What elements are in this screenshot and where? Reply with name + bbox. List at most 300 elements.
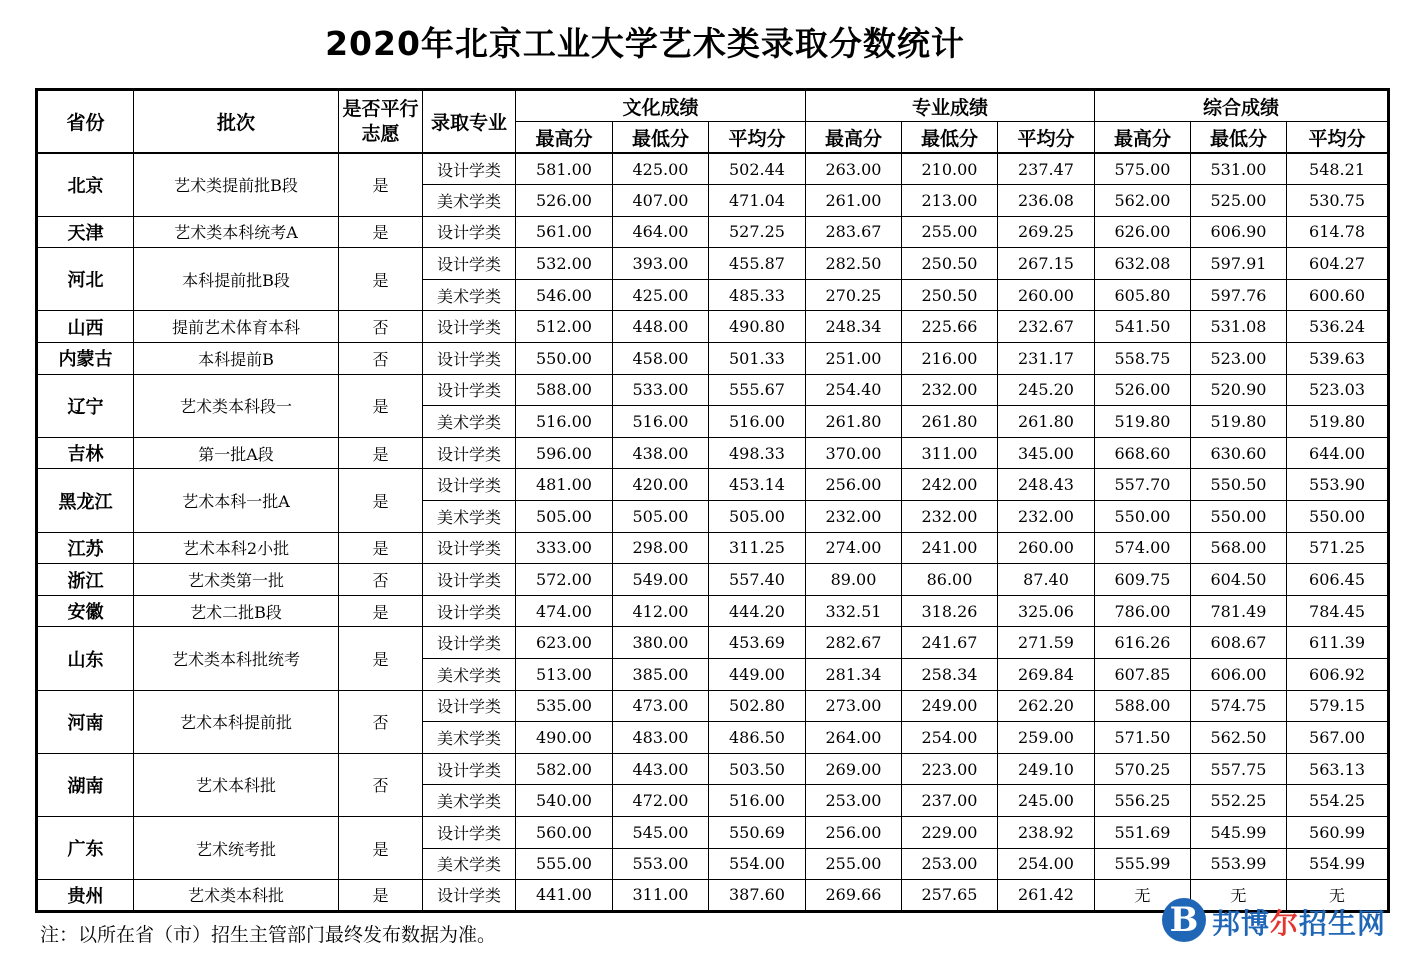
score-cell: 89.00 [806,564,902,596]
table-row [37,690,1389,722]
score-cell: 554.99 [1287,848,1389,880]
score-cell: 616.26 [1095,627,1191,659]
score-cell: 596.00 [516,437,613,469]
score-cell: 213.00 [902,185,998,217]
score-cell: 261.80 [998,406,1095,438]
score-cell: 630.60 [1191,437,1287,469]
score-cell: 254.00 [902,722,998,754]
score-cell: 555.00 [516,848,613,880]
score-cell: 604.50 [1191,564,1287,596]
table-row [37,816,1389,848]
score-cell: 567.00 [1287,722,1389,754]
score-cell: 270.25 [806,279,902,311]
score-cell: 519.80 [1287,406,1389,438]
batch-cell: 提前艺术体育本科 [134,311,339,343]
score-cell: 523.03 [1287,374,1389,406]
parallel-cell: 是 [339,627,423,690]
score-cell: 571.50 [1095,722,1191,754]
score-cell: 533.00 [613,374,709,406]
score-cell: 562.50 [1191,722,1287,754]
score-cell: 525.00 [1191,185,1287,217]
score-cell: 668.60 [1095,437,1191,469]
province-cell: 辽宁 [37,374,134,437]
major-cell: 设计学类 [423,880,516,912]
score-cell: 555.99 [1095,848,1191,880]
score-cell: 574.75 [1191,690,1287,722]
score-cell: 579.15 [1287,690,1389,722]
major-cell: 美术学类 [423,279,516,311]
parallel-cell: 是 [339,374,423,437]
batch-cell: 艺术类本科统考A [134,216,339,248]
table-row [37,374,1389,406]
score-cell: 253.00 [902,848,998,880]
score-cell: 632.08 [1095,248,1191,280]
score-cell: 259.00 [998,722,1095,754]
score-cell: 425.00 [613,279,709,311]
header-parallel: 是否平行志愿 [339,90,423,154]
score-cell: 516.00 [709,406,806,438]
score-cell: 241.67 [902,627,998,659]
major-cell: 设计学类 [423,311,516,343]
table-row [37,532,1389,564]
score-cell: 380.00 [613,627,709,659]
score-cell: 784.45 [1287,595,1389,627]
score-cell: 216.00 [902,343,998,375]
score-cell: 606.00 [1191,659,1287,691]
score-cell: 571.25 [1287,532,1389,564]
score-cell: 527.25 [709,216,806,248]
major-cell: 美术学类 [423,848,516,880]
score-cell: 387.60 [709,880,806,912]
score-cell: 531.00 [1191,153,1287,185]
score-cell: 458.00 [613,343,709,375]
header-group-composite: 综合成绩 [1095,90,1389,122]
table-row [37,216,1389,248]
score-cell: 781.49 [1191,595,1287,627]
score-cell: 588.00 [516,374,613,406]
score-cell: 448.00 [613,311,709,343]
score-cell: 438.00 [613,437,709,469]
score-cell: 425.00 [613,153,709,185]
province-cell: 贵州 [37,880,134,912]
score-cell: 255.00 [806,848,902,880]
parallel-cell: 是 [339,469,423,532]
subheader-min: 最低分 [902,122,998,154]
score-cell: 516.00 [613,406,709,438]
score-cell: 282.50 [806,248,902,280]
score-cell: 545.99 [1191,816,1287,848]
score-cell: 271.59 [998,627,1095,659]
score-cell: 549.00 [613,564,709,596]
score-cell: 245.00 [998,785,1095,817]
score-cell: 545.00 [613,816,709,848]
province-cell: 内蒙古 [37,343,134,375]
score-cell: 237.00 [902,785,998,817]
major-cell: 设计学类 [423,216,516,248]
parallel-cell: 是 [339,216,423,248]
score-cell: 472.00 [613,785,709,817]
parallel-cell: 是 [339,248,423,311]
score-cell: 282.67 [806,627,902,659]
score-cell: 无 [1095,880,1191,912]
score-cell: 250.50 [902,248,998,280]
score-cell: 485.33 [709,279,806,311]
parallel-cell: 是 [339,595,423,627]
score-cell: 605.80 [1095,279,1191,311]
table-row [37,753,1389,785]
major-cell: 设计学类 [423,816,516,848]
score-cell: 570.25 [1095,753,1191,785]
score-cell: 535.00 [516,690,613,722]
score-cell: 407.00 [613,185,709,217]
score-cell: 560.99 [1287,816,1389,848]
province-cell: 河北 [37,248,134,311]
score-cell: 582.00 [516,753,613,785]
score-cell: 231.17 [998,343,1095,375]
batch-cell: 第一批A段 [134,437,339,469]
score-cell: 241.00 [902,532,998,564]
major-cell: 设计学类 [423,153,516,185]
score-cell: 254.00 [998,848,1095,880]
province-cell: 江苏 [37,532,134,564]
major-cell: 美术学类 [423,785,516,817]
score-cell: 311.25 [709,532,806,564]
score-cell: 333.00 [516,532,613,564]
score-cell: 263.00 [806,153,902,185]
province-cell: 河南 [37,690,134,753]
score-cell: 597.91 [1191,248,1287,280]
score-cell: 229.00 [902,816,998,848]
score-cell: 443.00 [613,753,709,785]
watermark-logo [1162,898,1402,942]
score-cell: 449.00 [709,659,806,691]
score-cell: 606.90 [1191,216,1287,248]
header-batch: 批次 [134,90,339,154]
score-cell: 553.90 [1287,469,1389,501]
score-cell: 318.26 [902,595,998,627]
table-row [37,595,1389,627]
major-cell: 美术学类 [423,722,516,754]
footnote: 注：以所在省（市）招生主管部门最终发布数据为准。 [40,924,497,946]
province-cell: 吉林 [37,437,134,469]
score-cell: 281.34 [806,659,902,691]
score-cell: 626.00 [1095,216,1191,248]
batch-cell: 本科提前批B段 [134,248,339,311]
province-cell: 山东 [37,627,134,690]
major-cell: 设计学类 [423,248,516,280]
score-cell: 232.67 [998,311,1095,343]
batch-cell: 艺术二批B段 [134,595,339,627]
score-cell: 254.40 [806,374,902,406]
subheader-max: 最高分 [516,122,613,154]
province-cell: 安徽 [37,595,134,627]
batch-cell: 艺术本科提前批 [134,690,339,753]
score-cell: 575.00 [1095,153,1191,185]
major-cell: 设计学类 [423,469,516,501]
parallel-cell: 是 [339,153,423,216]
table-row [37,469,1389,501]
score-cell: 519.80 [1191,406,1287,438]
score-cell: 556.25 [1095,785,1191,817]
subheader-min: 最低分 [613,122,709,154]
table-row [37,311,1389,343]
score-cell: 555.67 [709,374,806,406]
score-cell: 245.20 [998,374,1095,406]
score-cell: 609.75 [1095,564,1191,596]
score-cell: 562.00 [1095,185,1191,217]
score-cell: 232.00 [902,374,998,406]
score-cell: 249.00 [902,690,998,722]
score-cell: 503.50 [709,753,806,785]
score-cell: 486.50 [709,722,806,754]
score-cell: 298.00 [613,532,709,564]
score-cell: 574.00 [1095,532,1191,564]
parallel-cell: 否 [339,564,423,596]
major-cell: 设计学类 [423,690,516,722]
score-cell: 536.24 [1287,311,1389,343]
score-cell: 568.00 [1191,532,1287,564]
score-cell: 385.00 [613,659,709,691]
score-cell: 无 [1287,880,1389,912]
table-row [37,627,1389,659]
score-cell: 251.00 [806,343,902,375]
score-cell: 345.00 [998,437,1095,469]
score-cell: 471.04 [709,185,806,217]
score-cell: 611.39 [1287,627,1389,659]
score-cell: 481.00 [516,469,613,501]
score-cell: 498.33 [709,437,806,469]
parallel-cell: 是 [339,880,423,912]
batch-cell: 艺术本科一批A [134,469,339,532]
score-cell: 505.00 [613,501,709,533]
score-cell: 606.45 [1287,564,1389,596]
score-cell: 550.00 [516,343,613,375]
table-row [37,437,1389,469]
table-row [37,343,1389,375]
score-cell: 572.00 [516,564,613,596]
score-cell: 554.00 [709,848,806,880]
score-cell: 311.00 [902,437,998,469]
score-cell: 256.00 [806,816,902,848]
batch-cell: 艺术统考批 [134,816,339,879]
score-cell: 86.00 [902,564,998,596]
score-cell: 505.00 [709,501,806,533]
score-cell: 644.00 [1287,437,1389,469]
score-cell: 260.00 [998,532,1095,564]
site-name: 邦博尔招生网 [1212,907,1387,940]
score-cell: 563.13 [1287,753,1389,785]
header-group-professional: 专业成绩 [806,90,1095,122]
score-cell: 516.00 [516,406,613,438]
major-cell: 设计学类 [423,374,516,406]
score-cell: 526.00 [516,185,613,217]
score-cell: 600.60 [1287,279,1389,311]
score-cell: 597.76 [1191,279,1287,311]
score-cell: 607.85 [1095,659,1191,691]
score-cell: 520.90 [1191,374,1287,406]
score-cell: 273.00 [806,690,902,722]
score-cell: 261.80 [806,406,902,438]
score-cell: 262.20 [998,690,1095,722]
major-cell: 设计学类 [423,595,516,627]
score-cell: 223.00 [902,753,998,785]
parallel-cell: 是 [339,532,423,564]
score-cell: 420.00 [613,469,709,501]
score-cell: 269.25 [998,216,1095,248]
batch-cell: 艺术类本科段一 [134,374,339,437]
score-cell: 269.00 [806,753,902,785]
score-cell: 232.00 [902,501,998,533]
score-cell: 393.00 [613,248,709,280]
score-cell: 464.00 [613,216,709,248]
subheader-avg: 平均分 [1287,122,1389,154]
subheader-max: 最高分 [806,122,902,154]
score-cell: 523.00 [1191,343,1287,375]
score-cell: 249.10 [998,753,1095,785]
score-cell: 311.00 [613,880,709,912]
parallel-cell: 否 [339,311,423,343]
score-cell: 505.00 [516,501,613,533]
score-cell: 242.00 [902,469,998,501]
score-cell: 502.44 [709,153,806,185]
admission-score-table [35,88,1390,913]
header-group-culture: 文化成绩 [516,90,806,122]
major-cell: 美术学类 [423,659,516,691]
score-cell: 453.69 [709,627,806,659]
batch-cell: 艺术本科批 [134,753,339,816]
parallel-cell: 否 [339,753,423,816]
score-cell: 232.00 [998,501,1095,533]
major-cell: 设计学类 [423,627,516,659]
score-cell: 560.00 [516,816,613,848]
subheader-avg: 平均分 [998,122,1095,154]
score-cell: 238.92 [998,816,1095,848]
header-province: 省份 [37,90,134,154]
score-cell: 558.75 [1095,343,1191,375]
major-cell: 设计学类 [423,753,516,785]
score-cell: 526.00 [1095,374,1191,406]
batch-cell: 艺术类提前批B段 [134,153,339,216]
major-cell: 设计学类 [423,437,516,469]
score-cell: 557.40 [709,564,806,596]
batch-cell: 艺术类第一批 [134,564,339,596]
score-cell: 无 [1191,880,1287,912]
batch-cell: 艺术类本科批 [134,880,339,912]
score-cell: 210.00 [902,153,998,185]
subheader-avg: 平均分 [709,122,806,154]
score-cell: 474.00 [516,595,613,627]
score-cell: 552.25 [1191,785,1287,817]
table-row [37,248,1389,280]
subheader-min: 最低分 [1191,122,1287,154]
score-cell: 257.65 [902,880,998,912]
parallel-cell: 否 [339,690,423,753]
score-cell: 608.67 [1191,627,1287,659]
score-cell: 256.00 [806,469,902,501]
score-cell: 490.80 [709,311,806,343]
table-row [37,564,1389,596]
province-cell: 黑龙江 [37,469,134,532]
province-cell: 湖南 [37,753,134,816]
score-cell: 253.00 [806,785,902,817]
score-cell: 261.42 [998,880,1095,912]
score-cell: 261.80 [902,406,998,438]
score-cell: 332.51 [806,595,902,627]
table-row [37,153,1389,185]
batch-cell: 本科提前B [134,343,339,375]
score-cell: 87.40 [998,564,1095,596]
score-cell: 530.75 [1287,185,1389,217]
parallel-cell: 是 [339,437,423,469]
major-cell: 设计学类 [423,564,516,596]
score-cell: 623.00 [516,627,613,659]
score-cell: 551.69 [1095,816,1191,848]
score-cell: 786.00 [1095,595,1191,627]
score-cell: 606.92 [1287,659,1389,691]
score-cell: 553.99 [1191,848,1287,880]
score-cell: 519.80 [1095,406,1191,438]
score-cell: 370.00 [806,437,902,469]
score-cell: 483.00 [613,722,709,754]
score-cell: 248.43 [998,469,1095,501]
score-cell: 540.00 [516,785,613,817]
score-cell: 604.27 [1287,248,1389,280]
score-cell: 502.80 [709,690,806,722]
score-cell: 513.00 [516,659,613,691]
score-cell: 490.00 [516,722,613,754]
score-cell: 250.50 [902,279,998,311]
score-cell: 232.00 [806,501,902,533]
score-cell: 264.00 [806,722,902,754]
score-cell: 444.20 [709,595,806,627]
province-cell: 天津 [37,216,134,248]
score-cell: 516.00 [709,785,806,817]
page-title: 2020年北京工业大学艺术类录取分数统计 [325,24,965,63]
site-logo-icon: B [1162,898,1206,942]
score-cell: 550.00 [1287,501,1389,533]
score-cell: 531.08 [1191,311,1287,343]
score-cell: 512.00 [516,311,613,343]
score-cell: 557.75 [1191,753,1287,785]
score-cell: 561.00 [516,216,613,248]
score-cell: 260.00 [998,279,1095,311]
score-cell: 581.00 [516,153,613,185]
score-cell: 554.25 [1287,785,1389,817]
score-cell: 557.70 [1095,469,1191,501]
score-cell: 225.66 [902,311,998,343]
score-cell: 261.00 [806,185,902,217]
major-cell: 美术学类 [423,406,516,438]
subheader-max: 最高分 [1095,122,1191,154]
province-cell: 广东 [37,816,134,879]
score-cell: 546.00 [516,279,613,311]
score-cell: 553.00 [613,848,709,880]
score-cell: 532.00 [516,248,613,280]
province-cell: 浙江 [37,564,134,596]
score-cell: 269.66 [806,880,902,912]
header-major: 录取专业 [423,90,516,154]
score-cell: 539.63 [1287,343,1389,375]
score-cell: 453.14 [709,469,806,501]
score-cell: 455.87 [709,248,806,280]
major-cell: 设计学类 [423,343,516,375]
score-cell: 548.21 [1287,153,1389,185]
parallel-cell: 是 [339,816,423,879]
score-cell: 267.15 [998,248,1095,280]
score-cell: 473.00 [613,690,709,722]
score-cell: 258.34 [902,659,998,691]
parallel-cell: 否 [339,343,423,375]
